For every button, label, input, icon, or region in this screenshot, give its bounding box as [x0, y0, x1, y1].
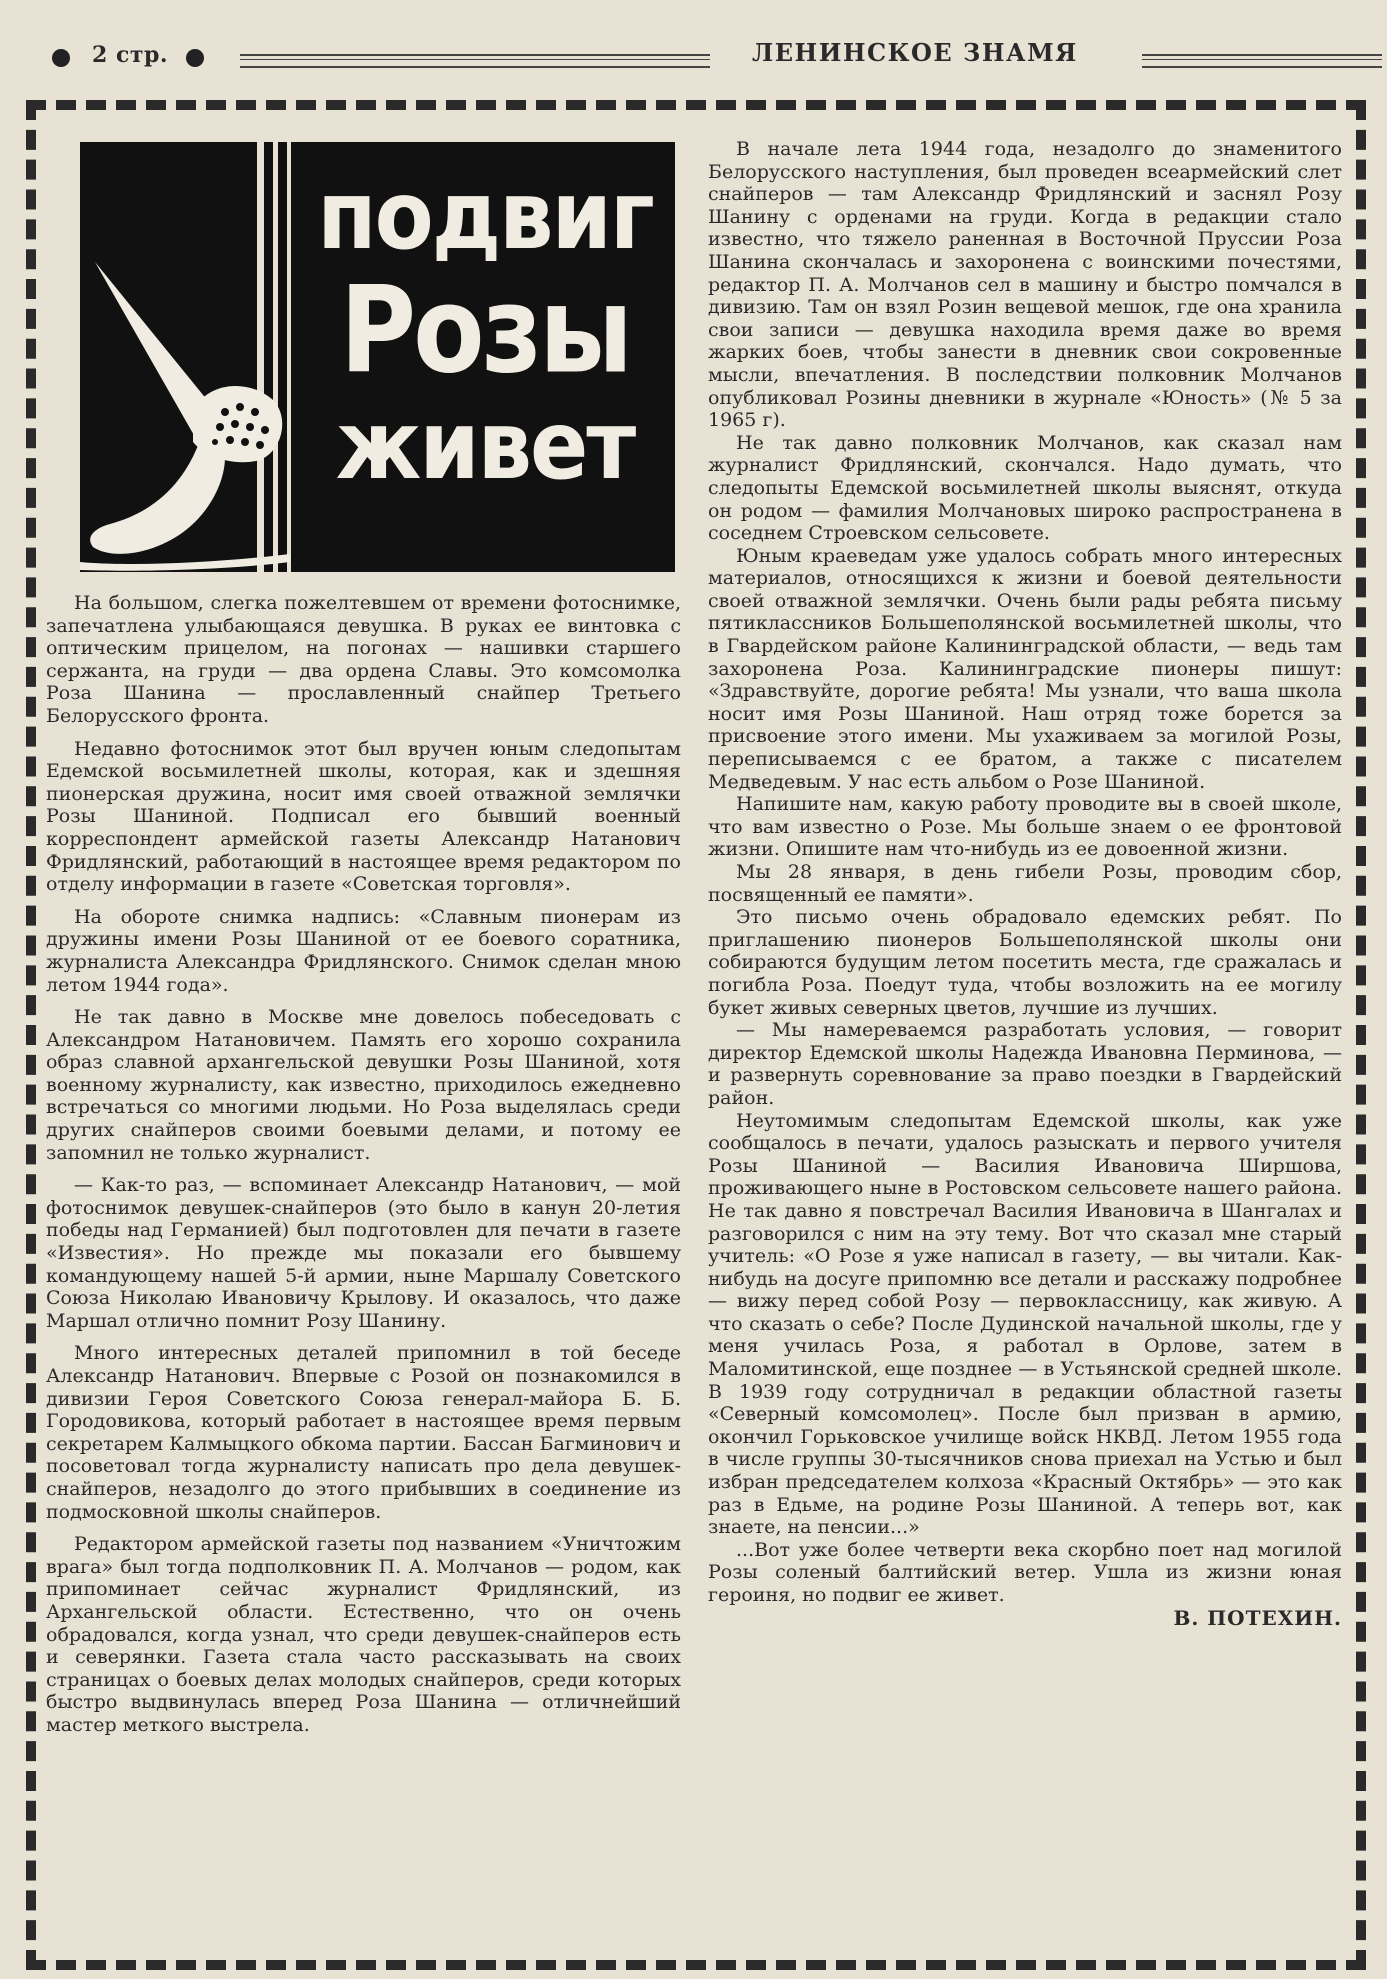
- paragraph: Мы 28 января, в день гибели Розы, проводим сбор, посвященный ее памяти».: [708, 861, 1342, 906]
- headline-line: подвиг: [317, 161, 653, 271]
- paragraph: — Мы намереваемся разработать условия, — говорит директор Едемской школы Надежда Ивановна Перминова, — и развернуть соревнование за право поездки в Гвардейский район.: [708, 1019, 1342, 1109]
- paragraph: В начале лета 1944 года, незадолго до знаменитого Белорусского наступления, был проведен всеармейский слет снайперов — там Александр Фридлянский и заснял Розу Шанину с орденами на груди. Когда в редакции стало известно, что тяжело раненная в Восточной Пруссии Роза Шанина скончалась и захоронена с воинскими почестями, редактор П. А. Молчанов сел в машину и быстро помчался в дивизию. Там он взял Розин вещевой мешок, где она хранила свои записи — девушка находила время даже во время жарких боев, чтобы занести в дневник свои сокровенные мысли, впечатления. В последствии полковник Молчанов опубликовал Розины дневники в журнале «Юность» (№ 5 за 1965 г).: [708, 138, 1342, 432]
- paragraph: Не так давно в Москве мне довелось побеседовать с Александром Натановичем. Память его хорошо сохранила образ славной архангельской девушки Розы Шаниной, хотя военному журналисту, как известно, приходилось ежедневно встречаться со многими людьми. Но Роза выделялась среди других снайперов своими боевыми делами, и потому ее запомнил не только журналист.: [46, 1006, 681, 1164]
- masthead: [52, 38, 1387, 78]
- masthead-rule: [1142, 54, 1382, 68]
- paragraph: Это письмо очень обрадовало едемских ребят. По приглашению пионеров Большеполянской школы они собираются будущим летом посетить места, где сражалась и погибла Роза. Поедут туда, чтобы возложить на ее могилу букет живых северных цветов, лучшие из лучших.: [708, 906, 1342, 1019]
- paragraph: Не так давно полковник Молчанов, как сказал нам журналист Фридлянский, скончался. Надо думать, что следопыты Едемской восьмилетней школы выяснят, откуда он родом — фамилия Молчановых широко распространена в соседнем Строевском сельсовете.: [708, 431, 1342, 545]
- paragraph: Много интересных деталей припомнил в той беседе Александр Натанович. Впервые с Розой он познакомился в дивизии Героя Советского Союза генерал-майора Б. Б. Городовикова, который работает в настоящее время первым секретарем Калмыцкого обкома партии. Бассан Багминович и посоветовал тогда журналисту написать про дела девушек-снайперов, незадолго до этого прибывших в соединение из подмосковной школы снайперов.: [46, 1342, 681, 1523]
- paragraph: Юным краеведам уже удалось собрать много интересных материалов, относящихся к жизни и боевой деятельности своей отважной землячки. Очень были рады ребята письму пятиклассников Большеполянской восьмилетней школы, что в Гвардейском районе Калининградской области, — ведь там захоронена Роза. Калининградские пионеры пишут: «Здравствуйте, дорогие ребята! Мы узнали, что ваша школа носит имя Розы Шаниной. Наш отряд тоже борется за присвоение этого имени. Мы ухаживаем за могилой Розы, переписываемся с ее братом, а также с писателем Медведевым. У нас есть альбом о Розе Шаниной.: [708, 544, 1342, 793]
- title-block: [80, 142, 675, 572]
- paragraph: Недавно фотоснимок этот был вручен юным следопытам Едемской восьмилетней школы, которая, как и здешняя пионерская дружина, носит имя своей отважной землячки Розы Шаниной. Подписал его бывший военный корреспондент армейской газеты Александр Натанович Фридлянский, работающий в настоящее время редактором по отделу информации в газете «Советская торговля».: [46, 737, 681, 896]
- author-signature: В. ПОТЕХИН.: [1173, 1605, 1342, 1630]
- paragraph: — Как-то раз, — вспоминает Александр Натанович, — мой фотоснимок девушек-снайперов (это было в канун 20-летия победы над Германией) был подготовлен для печати в газете «Известия». Но прежде мы показали его бывшему командующему нашей 5-й армии, ныне Маршалу Советского Союза Николаю Ивановичу Крылову. И оказалось, что даже Маршал отлично помнит Розу Шанину.: [46, 1174, 681, 1332]
- newspaper-name: ЛЕНИНСКОЕ ЗНАМЯ: [752, 38, 1078, 67]
- paragraph: Неутомимым следопытам Едемской школы, как уже сообщалось в печати, удалось разыскать и первого учителя Розы Шаниной — Василия Ивановича Ширшова, проживающего ныне в Ростовском сельсовете нашего района. Не так давно я повстречал Василия Ивановича в Шангалах и разговорился с ним на эту тему. Вот что сказал мне старый учитель: «О Розе я уже написал в газету, — вы читали. Как-нибудь на досуге припомню все детали и расскажу подробнее — вижу перед собой Розу — первоклассницу, как живую. А что сказать о себе? После Дудинской начальной школы, где у меня училась Роза, я работал в Орлове, затем в Маломитинской, еще позднее — в Устьянской средней школе. В 1939 году сотрудничал в редакции областной газеты «Северный комсомолец». После был призван в армию, окончил Горьковское училище войск НКВД. Летом 1955 года в числе группы 30-тысячников снова приехал на Устью и был избран председателем колхоза «Красный Октябрь» — это как раз в Едьме, на родине Розы Шаниной. А теперь вот, как знаете, на пенсии...»: [708, 1109, 1342, 1539]
- masthead-rule: [240, 54, 710, 68]
- paragraph: На большом, слегка пожелтевшем от времени фотоснимке, запечатлена улыбающаяся девушка. В руках ее винтовка с оптическим прицелом, на погонах — нашивки старшего сержанта, на груди — два ордена Славы. Это комсомолка Роза Шанина — прославленный снайпер Третьего Белорусского фронта.: [46, 592, 681, 727]
- bullet-icon: [186, 49, 204, 67]
- page-number: 2 стр.: [92, 42, 169, 68]
- paragraph: Редактором армейской газеты под названием «Уничтожим врага» был тогда подполковник П. А. Молчанов — родом, как припоминает сейчас журналист Фридлянский, из Архангельской области. Естественно, что он очень обрадовался, когда узнал, что среди девушек-снайперов есть и северянки. Газета стала часто рассказывать на своих страницах о боевых делах молодых снайперов, среди которых быстро выдвинулась вперед Роза Шанина — отличнейший мастер меткого выстрела.: [46, 1533, 681, 1736]
- paragraph: На обороте снимка надпись: «Славным пионерам из дружины имени Розы Шаниной от ее боевого соратника, журналиста Александра Фридлянского. Снимок сделан мною летом 1944 года».: [46, 905, 681, 996]
- paragraph: ...Вот уже более четверти века скорбно поет над могилой Розы соленый балтийский ветер. Ушла из жизни юная героиня, но подвиг ее живет.: [708, 1538, 1342, 1606]
- headline-line: Розы: [339, 259, 631, 401]
- rose-emblem-icon: [80, 262, 305, 572]
- headline: [295, 161, 675, 501]
- paragraph: Напишите нам, какую работу проводите вы в своей школе, что вам известно о Розе. Мы больше знаем о ее фронтовой жизни. Опишите нам что-нибудь из ее довоенной жизни.: [708, 793, 1342, 861]
- bullet-icon: [52, 49, 70, 67]
- article-left-column: [46, 592, 681, 1737]
- headline-line: живет: [335, 391, 635, 501]
- article-right-column: [708, 138, 1342, 1629]
